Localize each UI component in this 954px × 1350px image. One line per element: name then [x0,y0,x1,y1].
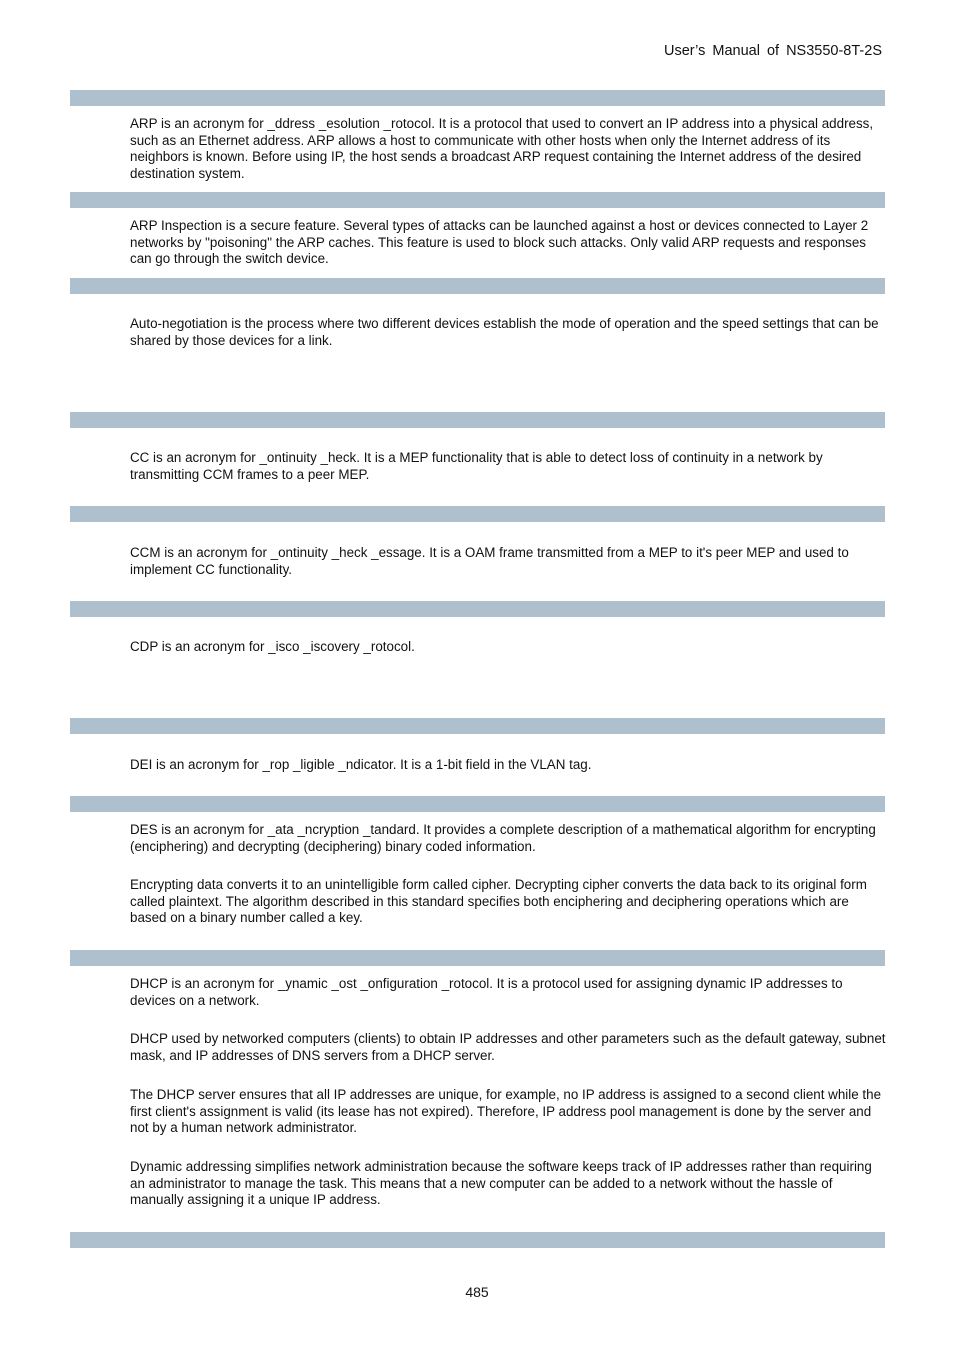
paragraph-ccm: CCM is an acronym for _ontinuity _heck _essage. It is a OAM frame transmitted from a MEP to it's peer MEP and used to implement CC functionality. [130,545,849,577]
paragraph-dhcp-3: The DHCP server ensures that all IP addresses are unique, for example, no IP address is assigned to a second client while the first client's assignment is valid (its lease has not expired). Therefore, IP address pool management is done by the server and not by a human network administrator. [130,1087,882,1136]
section-bar-dhcp [70,950,885,966]
section-bar-arp-inspection [70,192,885,208]
section-bar-next [70,1232,885,1248]
paragraph-dhcp-4: Dynamic addressing simplifies network administration because the software keeps track of IP addresses rather than requiring an administrator to manage the task. This means that a new computer can be added to a network without the hassle of manually assigning it a unique IP address. [130,1159,872,1208]
paragraph-dhcp-2: DHCP used by networked computers (clients) to obtain IP addresses and other parameters such as the default gateway, subnet mask, and IP addresses of DNS servers from a DHCP server. [130,1031,886,1063]
manual-title: User’s Manual of NS3550-8T-2S [663,43,882,59]
section-bar-des [70,796,885,812]
paragraph-dhcp-1: DHCP is an acronym for _ynamic _ost _onfiguration _rotocol. It is a protocol used for assigning dynamic IP addresses to devices on a network. [130,976,843,1008]
paragraph-cc: CC is an acronym for _ontinuity _heck. It is a MEP functionality that is able to detect loss of continuity in a network by transmitting CCM frames to a peer MEP. [130,450,823,482]
section-bar-arp [70,90,885,106]
paragraph-des-1: DES is an acronym for _ata _ncryption _tandard. It provides a complete description of a mathematical algorithm for encrypting (enciphering) and decrypting (deciphering) binary coded information. [130,822,876,854]
section-bar-auto-negotiation [70,278,885,294]
section-bar-cc [70,412,885,428]
paragraph-arp-inspection: ARP Inspection is a secure feature. Several types of attacks can be launched against a host or devices connected to Layer 2 networks by "poisoning" the ARP caches. This feature is used to block such attacks. Only valid ARP requests and responses can go through the switch device. [130,218,869,267]
paragraph-arp: ARP is an acronym for _ddress _esolution _rotocol. It is a protocol that used to convert an IP address into a physical address, such as an Ethernet address. ARP allows a host to communicate with other hosts when only the Internet address of its neighbors is known. Before using IP, the host sends a broadcast ARP request containing the Internet address of the desired destination system. [130,116,874,181]
paragraph-des-2: Encrypting data converts it to an unintelligible form called cipher. Decrypting cipher converts the data back to its original form called plaintext. The algorithm described in this standard specifies both enciphering and deciphering operations which are based on a binary number called a key. [130,877,867,926]
paragraph-auto-negotiation: Auto-negotiation is the process where two different devices establish the mode of operation and the speed settings that can be shared by those devices for a link. [130,316,879,348]
paragraph-cdp: CDP is an acronym for _isco _iscovery _rotocol. [130,639,415,654]
section-bar-cdp [70,601,885,617]
paragraph-dei: DEI is an acronym for _rop _ligible _ndicator. It is a 1-bit field in the VLAN tag. [130,757,592,772]
section-bar-ccm [70,506,885,522]
page-number: 485 [465,1284,489,1300]
section-bar-dei [70,718,885,734]
